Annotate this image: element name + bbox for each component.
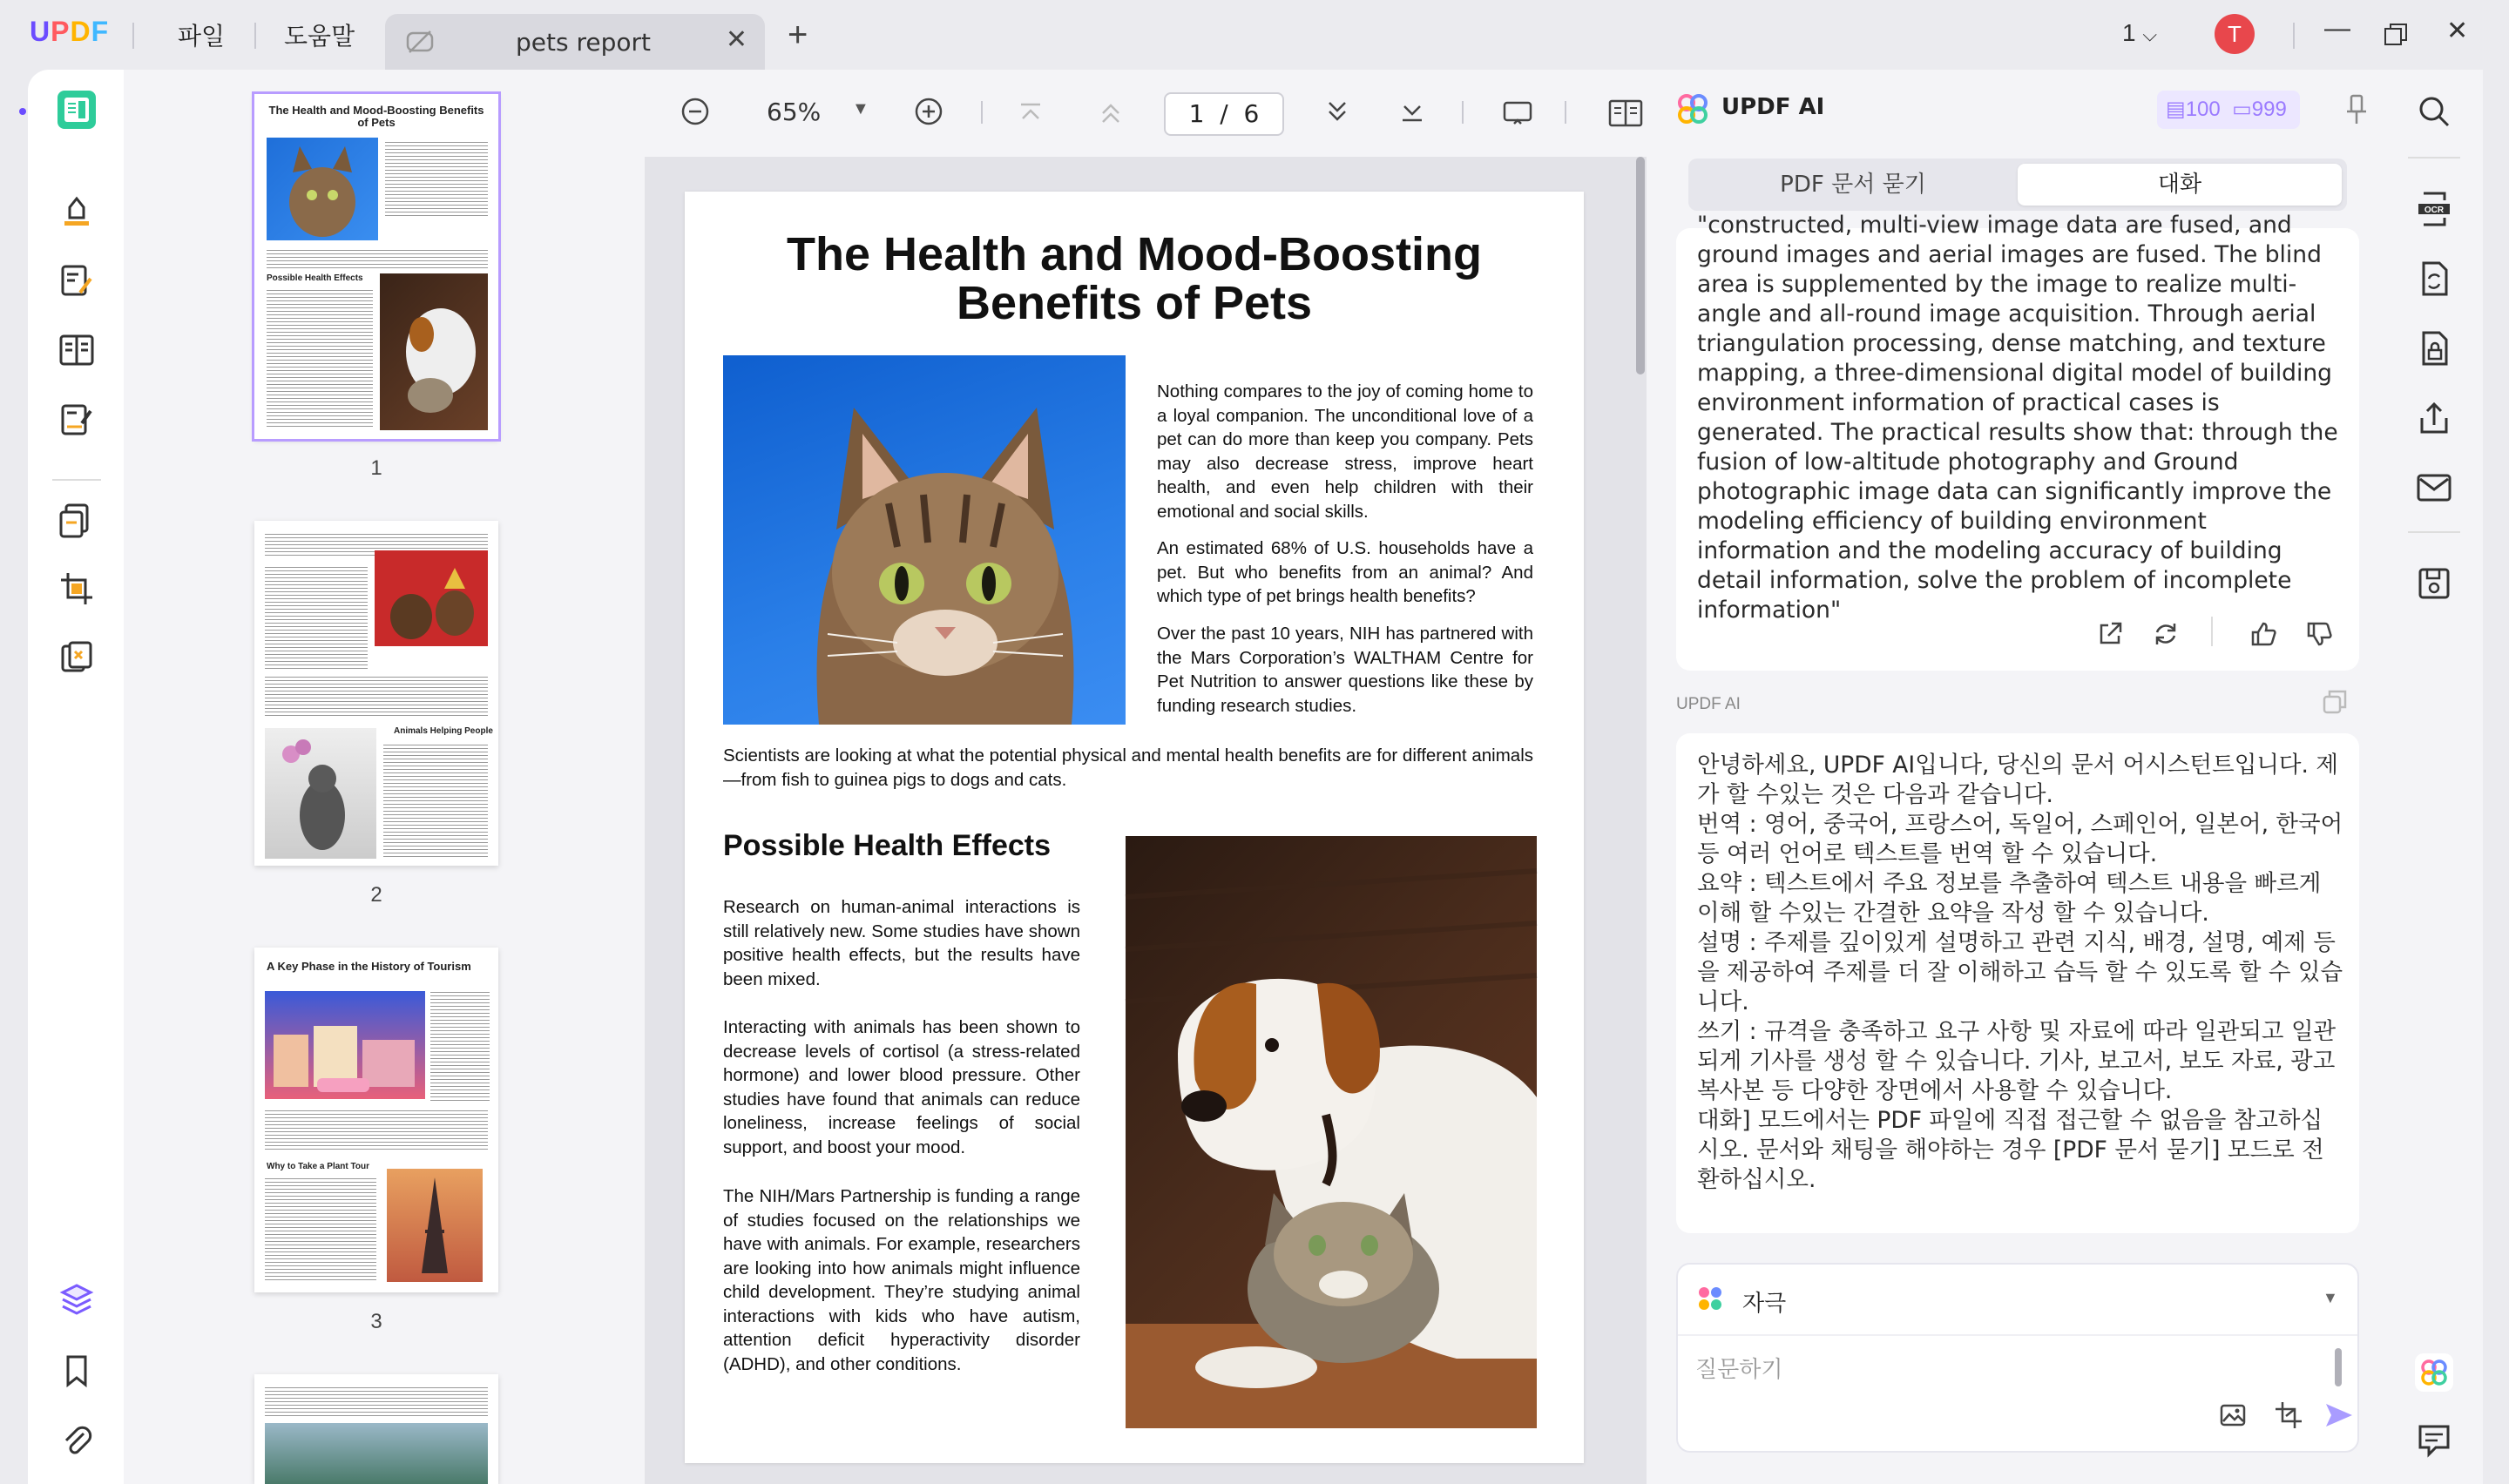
title-bar (0, 0, 2509, 70)
bookmark-icon[interactable] (57, 1352, 96, 1390)
page-number-input[interactable] (1164, 92, 1284, 136)
paragraph-cortisol: Interacting with animals has been shown to decrease levels of cortisol (a stress-related hormone) and lower blood pressure. Other studies have found that animals can reduce loneliness, increase feelings of social support, and boost your mood. (723, 1017, 1080, 1157)
thumbnail-dogs-image (375, 550, 488, 646)
credit-count-2: 999 (2251, 98, 2287, 121)
credit-chat-icon: ▭ (2232, 98, 2252, 121)
ai-message-card (1676, 212, 2359, 671)
thumbnail-page-number: 3 (370, 1310, 382, 1333)
paragraph-households: An estimated 68% of U.S. households have a pet. But who benefits from an animal? And which type of pet brings health benefits? (1157, 538, 1533, 606)
paragraph-partnership: The NIH/Mars Partnership is funding a range of studies focused on the relationships we have with animals. For example, researchers are looking into how animals might influence child development. They’re studying animal interactions with kids who have autism, attention deficit hyperactivity disorder (ADHD), and other conditions. (723, 1186, 1080, 1374)
ai-panel-title: UPDF AI (1721, 94, 1825, 120)
divider (254, 23, 256, 49)
total-pages: 6 (1243, 99, 1260, 128)
section-heading: Possible Health Effects (723, 829, 1052, 862)
new-tab-button[interactable]: + (788, 16, 808, 54)
document-tab[interactable] (385, 14, 765, 70)
reader-icon[interactable] (57, 91, 96, 129)
ai-input-box (1676, 1263, 2359, 1453)
thumbnail-text-block (265, 1385, 488, 1416)
search-icon[interactable] (2415, 92, 2453, 131)
thumbnail-heading: Possible Health Effects (267, 273, 363, 283)
crop-icon[interactable] (57, 570, 96, 608)
close-window-button[interactable]: ✕ (2446, 17, 2469, 45)
prev-page-icon[interactable] (1098, 99, 1124, 125)
first-page-icon[interactable] (1018, 99, 1044, 125)
close-tab-icon[interactable]: ✕ (725, 25, 747, 54)
divider (1565, 101, 1566, 124)
divider (1678, 1334, 2357, 1336)
document-title (685, 230, 1584, 327)
thumbs-down-icon[interactable] (2305, 620, 2333, 648)
thumbnail-text-block (265, 564, 368, 669)
ai-sender-label: UPDF AI (1676, 695, 1741, 713)
menu-file[interactable]: 파일 (178, 22, 226, 51)
thumbnail-cat-image (265, 728, 376, 859)
pin-icon[interactable] (2342, 92, 2371, 127)
layers-icon[interactable] (57, 1280, 96, 1319)
prompt-mode-icon (1697, 1285, 1723, 1312)
send-icon[interactable] (2323, 1400, 2354, 1430)
thumbnail-cat-image (267, 138, 378, 240)
thumbnail-tower-image (387, 1169, 483, 1282)
window-count-label: 1 (2122, 19, 2136, 46)
zoom-in-icon[interactable] (913, 96, 944, 127)
minimize-button[interactable]: — (2324, 14, 2350, 43)
zoom-level[interactable]: 65% (767, 98, 822, 126)
attachment-icon[interactable] (57, 1421, 96, 1460)
next-page-icon[interactable] (1324, 99, 1350, 125)
thumbnail-text-block (265, 1108, 488, 1151)
thumbnail-page-3[interactable] (254, 948, 498, 1292)
ai-logo-icon (1676, 92, 1709, 125)
divider (2408, 531, 2460, 533)
thumbnail-text-block (265, 674, 488, 718)
ocr-icon[interactable] (2415, 190, 2453, 228)
divider (52, 479, 101, 481)
thumbnail-page-number: 1 (370, 456, 382, 480)
highlighter-icon[interactable] (57, 192, 96, 230)
organize-pages-icon[interactable] (57, 502, 96, 540)
tab-ask-pdf[interactable]: PDF 문서 묻기 (1780, 172, 1926, 198)
credit-count-1: 100 (2185, 98, 2221, 121)
viewer-scrollbar[interactable] (1636, 157, 1645, 374)
two-page-icon[interactable] (1608, 98, 1643, 129)
document-title-line-2: Benefits of Pets (956, 277, 1313, 329)
screenshot-icon[interactable] (2274, 1400, 2303, 1430)
zoom-dropdown-icon[interactable]: ▼ (852, 99, 869, 118)
updf-logo: UPDF (30, 16, 110, 47)
email-icon[interactable] (2415, 469, 2453, 507)
zoom-out-icon[interactable] (680, 96, 711, 127)
cat-image (723, 355, 1126, 725)
thumbnail-text-block (383, 742, 488, 859)
divider (132, 23, 134, 49)
document-title-line-1: The Health and Mood-Boosting (787, 228, 1482, 280)
convert-icon[interactable] (2415, 260, 2453, 298)
ai-icon[interactable] (2415, 1353, 2453, 1392)
ai-welcome-card (1676, 733, 2359, 1233)
thumbnail-text-block (265, 1176, 376, 1280)
edit-text-icon[interactable] (57, 261, 96, 300)
thumbnail-panel (124, 70, 645, 1484)
paragraph-research: Research on human-animal interactions is still relatively new. Some studies have shown positive health effects, but the results have been mixed. (723, 897, 1080, 989)
divider (1462, 101, 1464, 124)
restore-button[interactable] (2384, 23, 2408, 47)
comment-icon[interactable] (2415, 1421, 2453, 1460)
paragraph-intro: Nothing compares to the joy of coming home to a loyal companion. The unconditional love of a pet can do more than keep you company. Pets may also decrease stress, improve heart health, and even help children with their emotional and social skills. (1157, 381, 1533, 522)
protect-icon[interactable] (2415, 329, 2453, 368)
image-upload-icon[interactable] (2218, 1400, 2248, 1430)
active-indicator (19, 108, 26, 115)
ai-mode-switch (1688, 159, 2347, 211)
window-count[interactable]: 1 ⌵ (2122, 19, 2158, 46)
tab-chat[interactable]: 대화 (2018, 164, 2342, 206)
unsynced-icon (404, 26, 436, 57)
thumbnail-heading: Animals Helping People (394, 726, 493, 736)
pdf-page[interactable] (685, 192, 1584, 1463)
divider (2408, 157, 2460, 159)
ai-credits-badge[interactable] (2157, 91, 2300, 129)
form-icon[interactable] (57, 331, 96, 369)
compress-icon[interactable] (57, 639, 96, 678)
thumbnail-page-4[interactable] (254, 1374, 498, 1484)
ai-welcome-text: 안녕하세요, UPDF AI입니다, 당신의 문서 어시스턴트입니다. 제가 할 수있는 것은 다음과 같습니다. 번역 : 영어, 중국어, 프랑스어, 독일어, 스페인어, 일본어, 한국어 등 여러 언어로 텍스트를 번역 할 수 있습니다. 요약 : 텍스트에서 주요 정보를 추출하여 텍스트 내용을 빠르게 이해 할 수있는 간결한 요약을 작성 할 수 있습니다. 설명 : 주제를 깊이있게 설명하고 관련 지식, 배경, 설명, 예제 등을 제공하여 주제를 더 잘 이해하고 습득 할 수 있도록 할 수 있습니다. 쓰기 : 규격을 충족하고 요구 사항 및 자료에 따라 일관되고 일관되게 기사를 생성 할 수 있습니다. 기사, 보고서, 보도 자료, 광고 복사본 등 다양한 장면에서 사용할 수 있습니다. 대화] 모드에서는 PDF 파일에 직접 접근할 수 없음을 참고하십시오. 문서와 채팅을 해야하는 경우 [PDF 문서 묻기] 모드로 전환하십시오. (1697, 752, 2343, 1193)
regenerate-icon[interactable] (2152, 620, 2180, 648)
page-separator: / (1220, 99, 1228, 128)
thumbnail-text-block (267, 287, 373, 427)
divider (2211, 617, 2213, 646)
thumbnail-heading: Why to Take a Plant Tour (267, 1162, 369, 1171)
thumbnail-page-number: 2 (370, 883, 382, 907)
thumbnail-city-image (265, 991, 425, 1099)
chevron-down-icon[interactable]: ▼ (2323, 1289, 2338, 1306)
divider (2293, 23, 2295, 49)
paragraph-nih: Over the past 10 years, NIH has partnered with the Mars Corporation’s WALTHAM Centre for Pet Nutrition to answer questions like these by funding research studies. (1157, 624, 1533, 716)
external-link-icon[interactable] (2096, 620, 2124, 648)
tab-title: pets report (516, 28, 651, 57)
share-icon[interactable] (2415, 399, 2453, 437)
copy-icon[interactable] (2321, 688, 2349, 716)
last-page-icon[interactable] (1399, 99, 1425, 125)
menu-help[interactable]: 도움말 (284, 22, 355, 51)
thumbnail-page-1[interactable] (254, 94, 498, 439)
thumbnail-title: A Key Phase in the History of Tourism (267, 960, 471, 973)
svg-text:OCR: OCR (2424, 206, 2445, 215)
input-scrollbar[interactable] (2335, 1348, 2342, 1386)
dog-and-cat-image (1126, 836, 1537, 1428)
presentation-icon[interactable] (1502, 98, 1533, 129)
left-tool-rail (28, 70, 124, 1484)
thumbnail-page-2[interactable] (254, 521, 498, 866)
avatar[interactable]: T (2215, 14, 2255, 54)
credit-doc-icon: ▤ (2166, 98, 2186, 121)
fill-sign-icon[interactable] (57, 401, 96, 439)
thumbnail-text-block (385, 139, 488, 218)
viewer-toolbar (645, 70, 1647, 157)
ai-message-text: "constructed, multi-view image data are fused, and ground images and aerial images are fused. The blind area is supplemented by the image to realize multi-angle and all-round image acquisition. Through aerial triangulation processing, dense matching, and texture mapping, a three-dimensional digital model of building environment information of practical cases is generated. The practical results show that: through the fusion of low-altitude photography and Ground photographic image data can significantly improve the modeling efficiency of building environment information and the modeling accuracy of building detail information, solve the problem of incomplete information" (1697, 212, 2338, 624)
divider (981, 101, 983, 124)
save-icon[interactable] (2415, 564, 2453, 603)
paragraph-scientists: Scientists are looking at what the potential physical and mental health benefits are for different animals—from fish to guinea pigs to dogs and cats. (723, 745, 1533, 790)
thumbnail-lake-image (265, 1423, 488, 1484)
thumbs-up-icon[interactable] (2249, 620, 2277, 648)
thumbnail-text-block (430, 989, 490, 1103)
thumbnail-text-block (267, 247, 488, 268)
current-page: 1 (1188, 99, 1205, 128)
prompt-mode-select[interactable]: 자극 (1742, 1291, 1787, 1317)
thumbnail-dog-image (380, 273, 488, 430)
question-input[interactable]: 질문하기 (1695, 1357, 1783, 1383)
thumbnail-title: The Health and Mood-Boosting Benefits of Pets (268, 104, 484, 129)
